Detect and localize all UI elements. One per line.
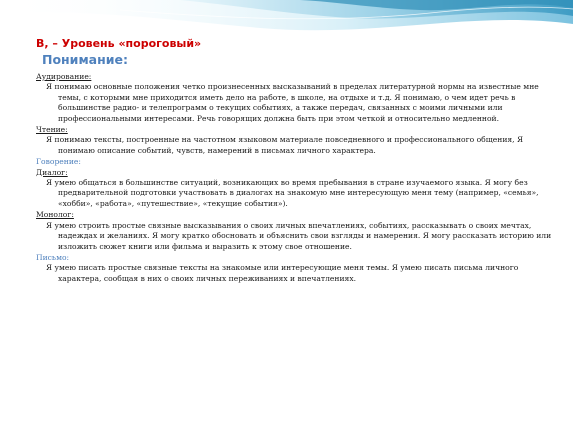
section-monologue <box>36 210 552 252</box>
section-speaking <box>36 157 552 167</box>
section-heading: Аудирование: <box>36 72 92 81</box>
section-text: Я понимаю основные положения четко произнесенных высказываний в пределах литературной нормы на известные мне темы, с которыми мне приходится иметь дело на работе, в школе, на отдыхе и т.д. Я понимаю, о чем идет речь в большинстве радио- и телепрограмм о текущих событиях, а также передач, связанных с моими личными или профессиональными интересами. Речь говорящих должна быть при этом четкой и относительно медленной. <box>46 82 539 123</box>
section-heading: Чтение: <box>36 125 68 135</box>
section-text: Я умею писать простые связные тексты на знакомые или интересующие меня темы. Я умею писать письма личного характера, сообщая в них о своих личных переживаниях и впечатлениях. <box>46 263 519 283</box>
section-text: Я умею строить простые связные высказывания о своих личных впечатлениях, событиях, рассказывать о своих мечтах, надеждах и желаниях. Я могу кратко обосновать и объяснить свои взгляды и намерения. Я могу рассказать историю или изложить сюжет книги или фильма и выразить к этому свое отношение. <box>46 220 552 251</box>
section-dialogue <box>36 168 552 210</box>
page-subtitle: Понимание: <box>42 52 128 67</box>
section-heading: Письмо: <box>36 252 70 262</box>
section-text: Я понимаю тексты, построенные на частотном языковом материале повседневного и профессионального общения, Я понимаю описание событий, чувств, намерений в письмах личного характера. <box>46 135 524 155</box>
section-reading <box>36 125 552 156</box>
section-text: Я умею общаться в большинстве ситуаций, возникающих во время пребывания в стране изучаемого языка. Я могу без предварительной подготовки участвовать в диалогах на знакомую мне интересующую меня тему (например, «семья», «хобби», «работа», «путешествие», «текущие события»). <box>46 178 539 208</box>
section-heading: Монолог: <box>36 210 74 220</box>
page-title: В, – Уровень «пороговый» <box>36 37 202 50</box>
body-text <box>36 72 552 285</box>
section-writing <box>36 253 552 284</box>
section-listening <box>36 72 552 124</box>
section-heading: Диалог: <box>36 167 68 177</box>
section-heading: Говорение: <box>36 157 81 167</box>
